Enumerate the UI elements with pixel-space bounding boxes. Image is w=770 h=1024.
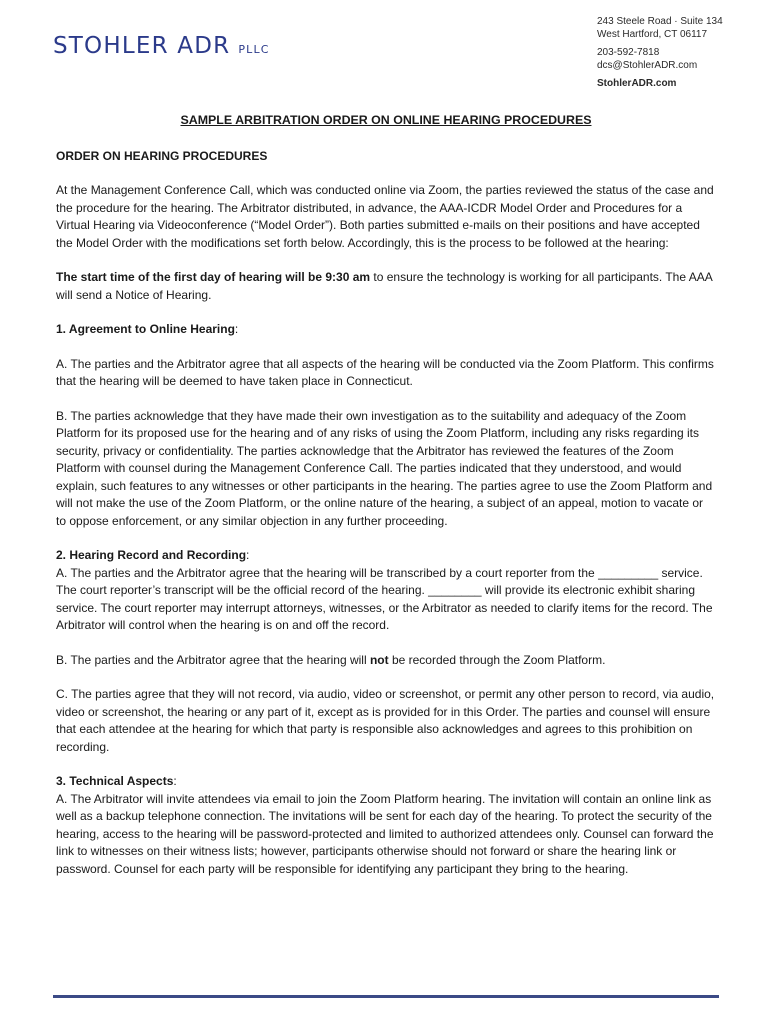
section-3-heading-text: 3. Technical Aspects (56, 774, 174, 788)
section-2-para-a: A. The parties and the Arbitrator agree that the hearing will be transcribed by a court reporter from the _________ service. The court reporter’s transcript will be the official record of the hearing. ________ will provide its electronic exhibit sharing service. The court reporter may interrupt attorneys, witnesses, or the Arbitrator as needed to clarify items for the record. The Arbitrator will control when the hearing is on and off the record. (56, 565, 713, 632)
document-body (56, 112, 716, 895)
document-title: SAMPLE ARBITRATION ORDER ON ONLINE HEARING PROCEDURES (180, 113, 592, 127)
section-3-heading (56, 773, 716, 791)
address-line-2: West Hartford, CT 06117 (597, 29, 708, 40)
section-1-para-a: A. The parties and the Arbitrator agree that all aspects of the hearing will be conducted via the Zoom Platform. This confirms that the hearing will be deemed to have taken place in Connecticut. (56, 356, 714, 388)
footer-rule (53, 995, 719, 998)
start-time-rest: to ensure the technology is working for all participants. The AAA will send a Notice of Hearing. (56, 270, 713, 302)
section-3-colon: : (173, 774, 177, 788)
section-2-para-b-bold: not (369, 652, 389, 667)
section-2-heading (56, 547, 716, 565)
section-2-colon: : (246, 548, 250, 562)
section-2-para-b-pre: B. The parties and the Arbitrator agree that the hearing will (56, 652, 370, 667)
section-2-para-b-post: be recorded through the Zoom Platform. (388, 652, 606, 667)
contact-block (597, 15, 723, 90)
start-time-paragraph (56, 269, 716, 304)
intro-paragraph: At the Management Conference Call, which was conducted online via Zoom, the parties reviewed the status of the case and the procedure for the hearing. The Arbitrator distributed, in advance, the AAA-ICDR Model Order and Procedures for a Virtual Hearing via Videoconference (“Model Order”). Both parties submitted e-mails on their positions and have accepted the Model Order with the modifications set forth below. Accordingly, this is the process to be followed at the hearing: (56, 183, 714, 250)
section-2-para-c: C. The parties agree that they will not record, via audio, video or screenshot, or permit any other person to record, via audio, video or screenshot, the hearing or any part of it, except as is provided for in this Order. The parties and counsel will ensure that each attendee at the hearing for which that party is responsible also acknowledges and agrees to this prohibition on recording. (56, 687, 715, 754)
section-2-heading-text: 2. Hearing Record and Recording (56, 548, 247, 562)
section-1-para-b: B. The parties acknowledge that they have made their own investigation as to the suitability and adequacy of the Zoom Platform for its proposed use for the hearing and of any risks of using the Zoom Platform, including any risks regarding its security, privacy or confidentiality. The parties acknowledge that the Arbitrator has reviewed the features of the Zoom Platform with counsel during the Management Conference Call. The parties indicated that they understood, and would explain, such features to any witnesses or other participants in the hearing. The parties agree to use the Zoom Platform and will not make the use of the Zoom Platform, or the online nature of the hearing, a subject of an appeal, motion to vacate or to oppose enforcement, or any similar objection in any further proceeding. (56, 408, 713, 528)
logo-main-text: STOHLER ADR (53, 33, 231, 59)
start-time-bold: The start time of the first day of hearing will be 9:30 am (56, 270, 371, 284)
website: StohlerADR.com (597, 78, 677, 89)
email-address: dcs@StohlerADR.com (597, 60, 698, 71)
section-1-heading (56, 321, 716, 339)
section-2-para-b (56, 652, 716, 670)
phone-number: 203-592-7818 (597, 47, 660, 58)
order-heading: ORDER ON HEARING PROCEDURES (56, 148, 268, 163)
company-logo (53, 33, 270, 59)
address-line-1: 243 Steele Road · Suite 134 (597, 16, 723, 27)
section-1-heading-text: 1. Agreement to Online Hearing (56, 322, 235, 336)
logo-sub-text: PLLC (238, 43, 270, 56)
section-3-para-a: A. The Arbitrator will invite attendees via email to join the Zoom Platform hearing. The invitation will contain an online link as well as a backup telephone connection. The invitations will be sent for each day of the hearing. To protect the security of the hearing, access to the hearing will be password-protected and limited to authorized attendees only. Counsel can forward the link to witnesses on their witness lists; however, participants otherwise should not forward or share the hearing link or password. Counsel for each party will be responsible for identifying any participant they bring to the hearing. (56, 791, 714, 876)
section-1-colon: : (234, 322, 239, 336)
